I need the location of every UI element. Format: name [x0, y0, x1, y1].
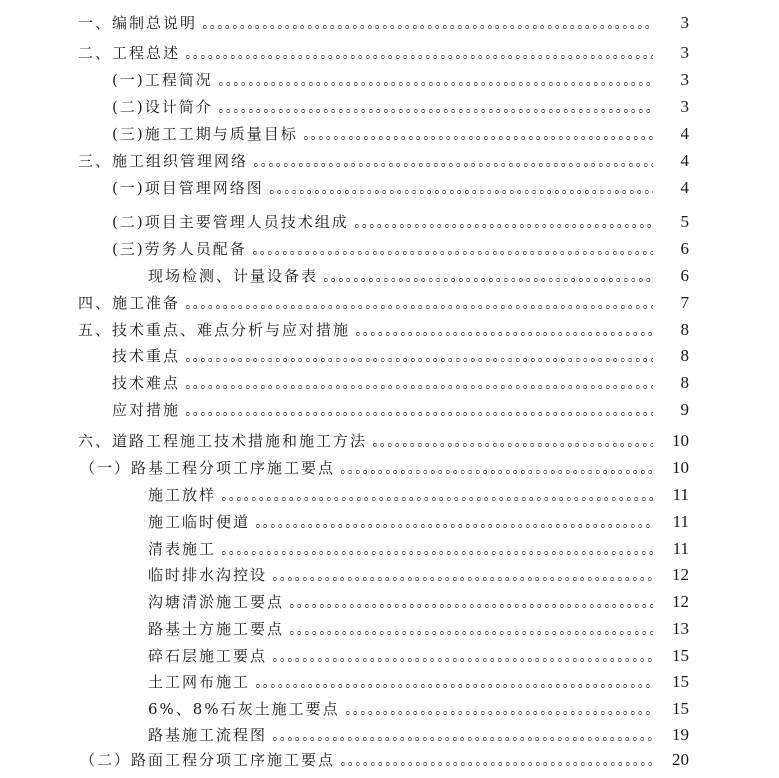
toc-entry-label: 路基土方施工要点 — [148, 620, 285, 638]
toc-entry-label: 技术难点 — [112, 374, 181, 392]
toc-entry-page: 5 — [680, 212, 689, 231]
dot-leader — [220, 496, 653, 502]
toc-entry-page: 13 — [672, 619, 689, 638]
toc-entry[interactable] — [0, 722, 779, 748]
toc-entry-page: 3 — [680, 97, 689, 116]
toc-entry-label: 技术重点 — [112, 347, 181, 365]
toc-entry-page: 4 — [680, 178, 689, 197]
dot-leader — [339, 761, 653, 767]
toc-entry-page: 8 — [680, 346, 689, 365]
toc-entry[interactable] — [0, 148, 779, 174]
toc-entry-page: 15 — [672, 672, 689, 691]
toc-entry-label: (一)项目管理网络图 — [112, 179, 264, 197]
toc-entry[interactable] — [0, 236, 779, 262]
toc-entry-page: 6 — [680, 239, 689, 258]
dot-leader — [254, 683, 653, 689]
toc-entry-label: 一、编制总说明 — [78, 14, 198, 32]
toc-entry[interactable] — [0, 10, 779, 36]
toc-entry-label: 6%、8%石灰土施工要点 — [148, 700, 340, 718]
toc-entry[interactable] — [0, 482, 779, 508]
toc-entry[interactable] — [0, 643, 779, 669]
dot-leader — [184, 54, 653, 60]
toc-entry-label: (二)设计简介 — [112, 98, 213, 116]
toc-entry[interactable] — [0, 209, 779, 235]
toc-entry-page: 3 — [680, 70, 689, 89]
toc-entry-label: 六、道路工程施工技术措施和施工方法 — [78, 432, 368, 450]
toc-entry-page: 15 — [672, 646, 689, 665]
dot-leader — [184, 304, 653, 310]
toc-entry-label: （一）路基工程分项工序施工要点 — [80, 459, 336, 477]
dot-leader — [339, 469, 653, 475]
toc-entry[interactable] — [0, 263, 779, 289]
toc-entry-label: (二)项目主要管理人员技术组成 — [112, 213, 349, 231]
dot-leader — [288, 630, 653, 636]
toc-entry[interactable] — [0, 175, 779, 201]
dot-leader — [288, 603, 653, 609]
toc-entry-label: 三、施工组织管理网络 — [78, 152, 249, 170]
toc-entry[interactable] — [0, 317, 779, 343]
toc-entry[interactable] — [0, 121, 779, 147]
toc-entry[interactable] — [0, 67, 779, 93]
toc-entry-page: 3 — [680, 43, 689, 62]
toc-entry-label: 应对措施 — [112, 401, 181, 419]
dot-leader — [254, 523, 653, 529]
toc-entry-page: 8 — [680, 320, 689, 339]
toc-entry-label: 碎石层施工要点 — [148, 647, 268, 665]
toc-entry[interactable] — [0, 562, 779, 588]
toc-entry-label: 施工放样 — [148, 486, 217, 504]
dot-leader — [217, 108, 653, 114]
toc-entry[interactable] — [0, 94, 779, 120]
dot-leader — [322, 277, 653, 283]
toc-entry[interactable] — [0, 290, 779, 316]
toc-entry-page: 20 — [672, 750, 689, 769]
toc-entry-label: 二、工程总述 — [78, 44, 181, 62]
toc-entry-label: 路基施工流程图 — [148, 726, 268, 744]
toc-entry-label: 土工网布施工 — [148, 673, 251, 691]
toc-entry-page: 11 — [672, 539, 689, 558]
toc-entry-page: 4 — [680, 124, 689, 143]
toc-entry-page: 19 — [672, 725, 689, 744]
toc-entry-label: 四、施工准备 — [78, 294, 181, 312]
toc-entry-label: (三)施工工期与质量目标 — [112, 125, 298, 143]
toc-entry-page: 4 — [680, 151, 689, 170]
toc-entry[interactable] — [0, 616, 779, 642]
dot-leader — [184, 384, 653, 390]
toc-entry-page: 10 — [672, 431, 689, 450]
dot-leader — [252, 162, 653, 168]
dot-leader — [271, 736, 653, 742]
dot-leader — [184, 411, 653, 417]
dot-leader — [354, 331, 653, 337]
toc-entry[interactable] — [0, 589, 779, 615]
toc-entry[interactable] — [0, 455, 779, 481]
toc-entry-page: 10 — [672, 458, 689, 477]
toc-entry[interactable] — [0, 343, 779, 369]
dot-leader — [268, 189, 653, 195]
dot-leader — [302, 135, 653, 141]
toc-entry-label: (一)工程简况 — [112, 71, 213, 89]
toc-entry[interactable] — [0, 370, 779, 396]
dot-leader — [220, 550, 653, 556]
toc-entry-page: 11 — [672, 512, 689, 531]
dot-leader — [184, 357, 653, 363]
toc-entry[interactable] — [0, 397, 779, 423]
dot-leader — [251, 250, 653, 256]
toc-entry-page: 11 — [672, 485, 689, 504]
dot-leader — [353, 223, 653, 229]
dot-leader — [217, 81, 653, 87]
toc-entry[interactable] — [0, 669, 779, 695]
toc-entry-page: 12 — [672, 592, 689, 611]
dot-leader — [344, 710, 653, 716]
dot-leader — [271, 576, 653, 582]
toc-entry-label: 现场检测、计量设备表 — [148, 267, 319, 285]
toc-entry-label: 清表施工 — [148, 540, 217, 558]
dot-leader — [271, 657, 653, 663]
toc-entry[interactable] — [0, 536, 779, 562]
toc-entry-page: 8 — [680, 373, 689, 392]
toc-entry[interactable] — [0, 509, 779, 535]
dot-leader — [201, 24, 653, 30]
toc-entry-page: 6 — [680, 266, 689, 285]
toc-entry-label: (三)劳务人员配备 — [112, 240, 247, 258]
toc-entry-label: （二）路面工程分项工序施工要点 — [80, 751, 336, 769]
dot-leader — [371, 442, 653, 448]
toc-entry-label: 沟塘清淤施工要点 — [148, 593, 285, 611]
toc-entry-page: 3 — [680, 13, 689, 32]
toc-entry-page: 7 — [680, 293, 689, 312]
toc-entry-label: 施工临时便道 — [148, 513, 251, 531]
toc-entry[interactable] — [0, 747, 779, 773]
toc-entry-page: 15 — [672, 699, 689, 718]
toc-entry-label: 五、技术重点、难点分析与应对措施 — [78, 321, 351, 339]
toc-entry[interactable] — [0, 696, 779, 722]
toc-entry-page: 9 — [680, 400, 689, 419]
toc-entry-page: 12 — [672, 565, 689, 584]
toc-entry[interactable] — [0, 428, 779, 454]
toc-entry-label: 临时排水沟控设 — [148, 566, 268, 584]
toc-entry[interactable] — [0, 40, 779, 66]
